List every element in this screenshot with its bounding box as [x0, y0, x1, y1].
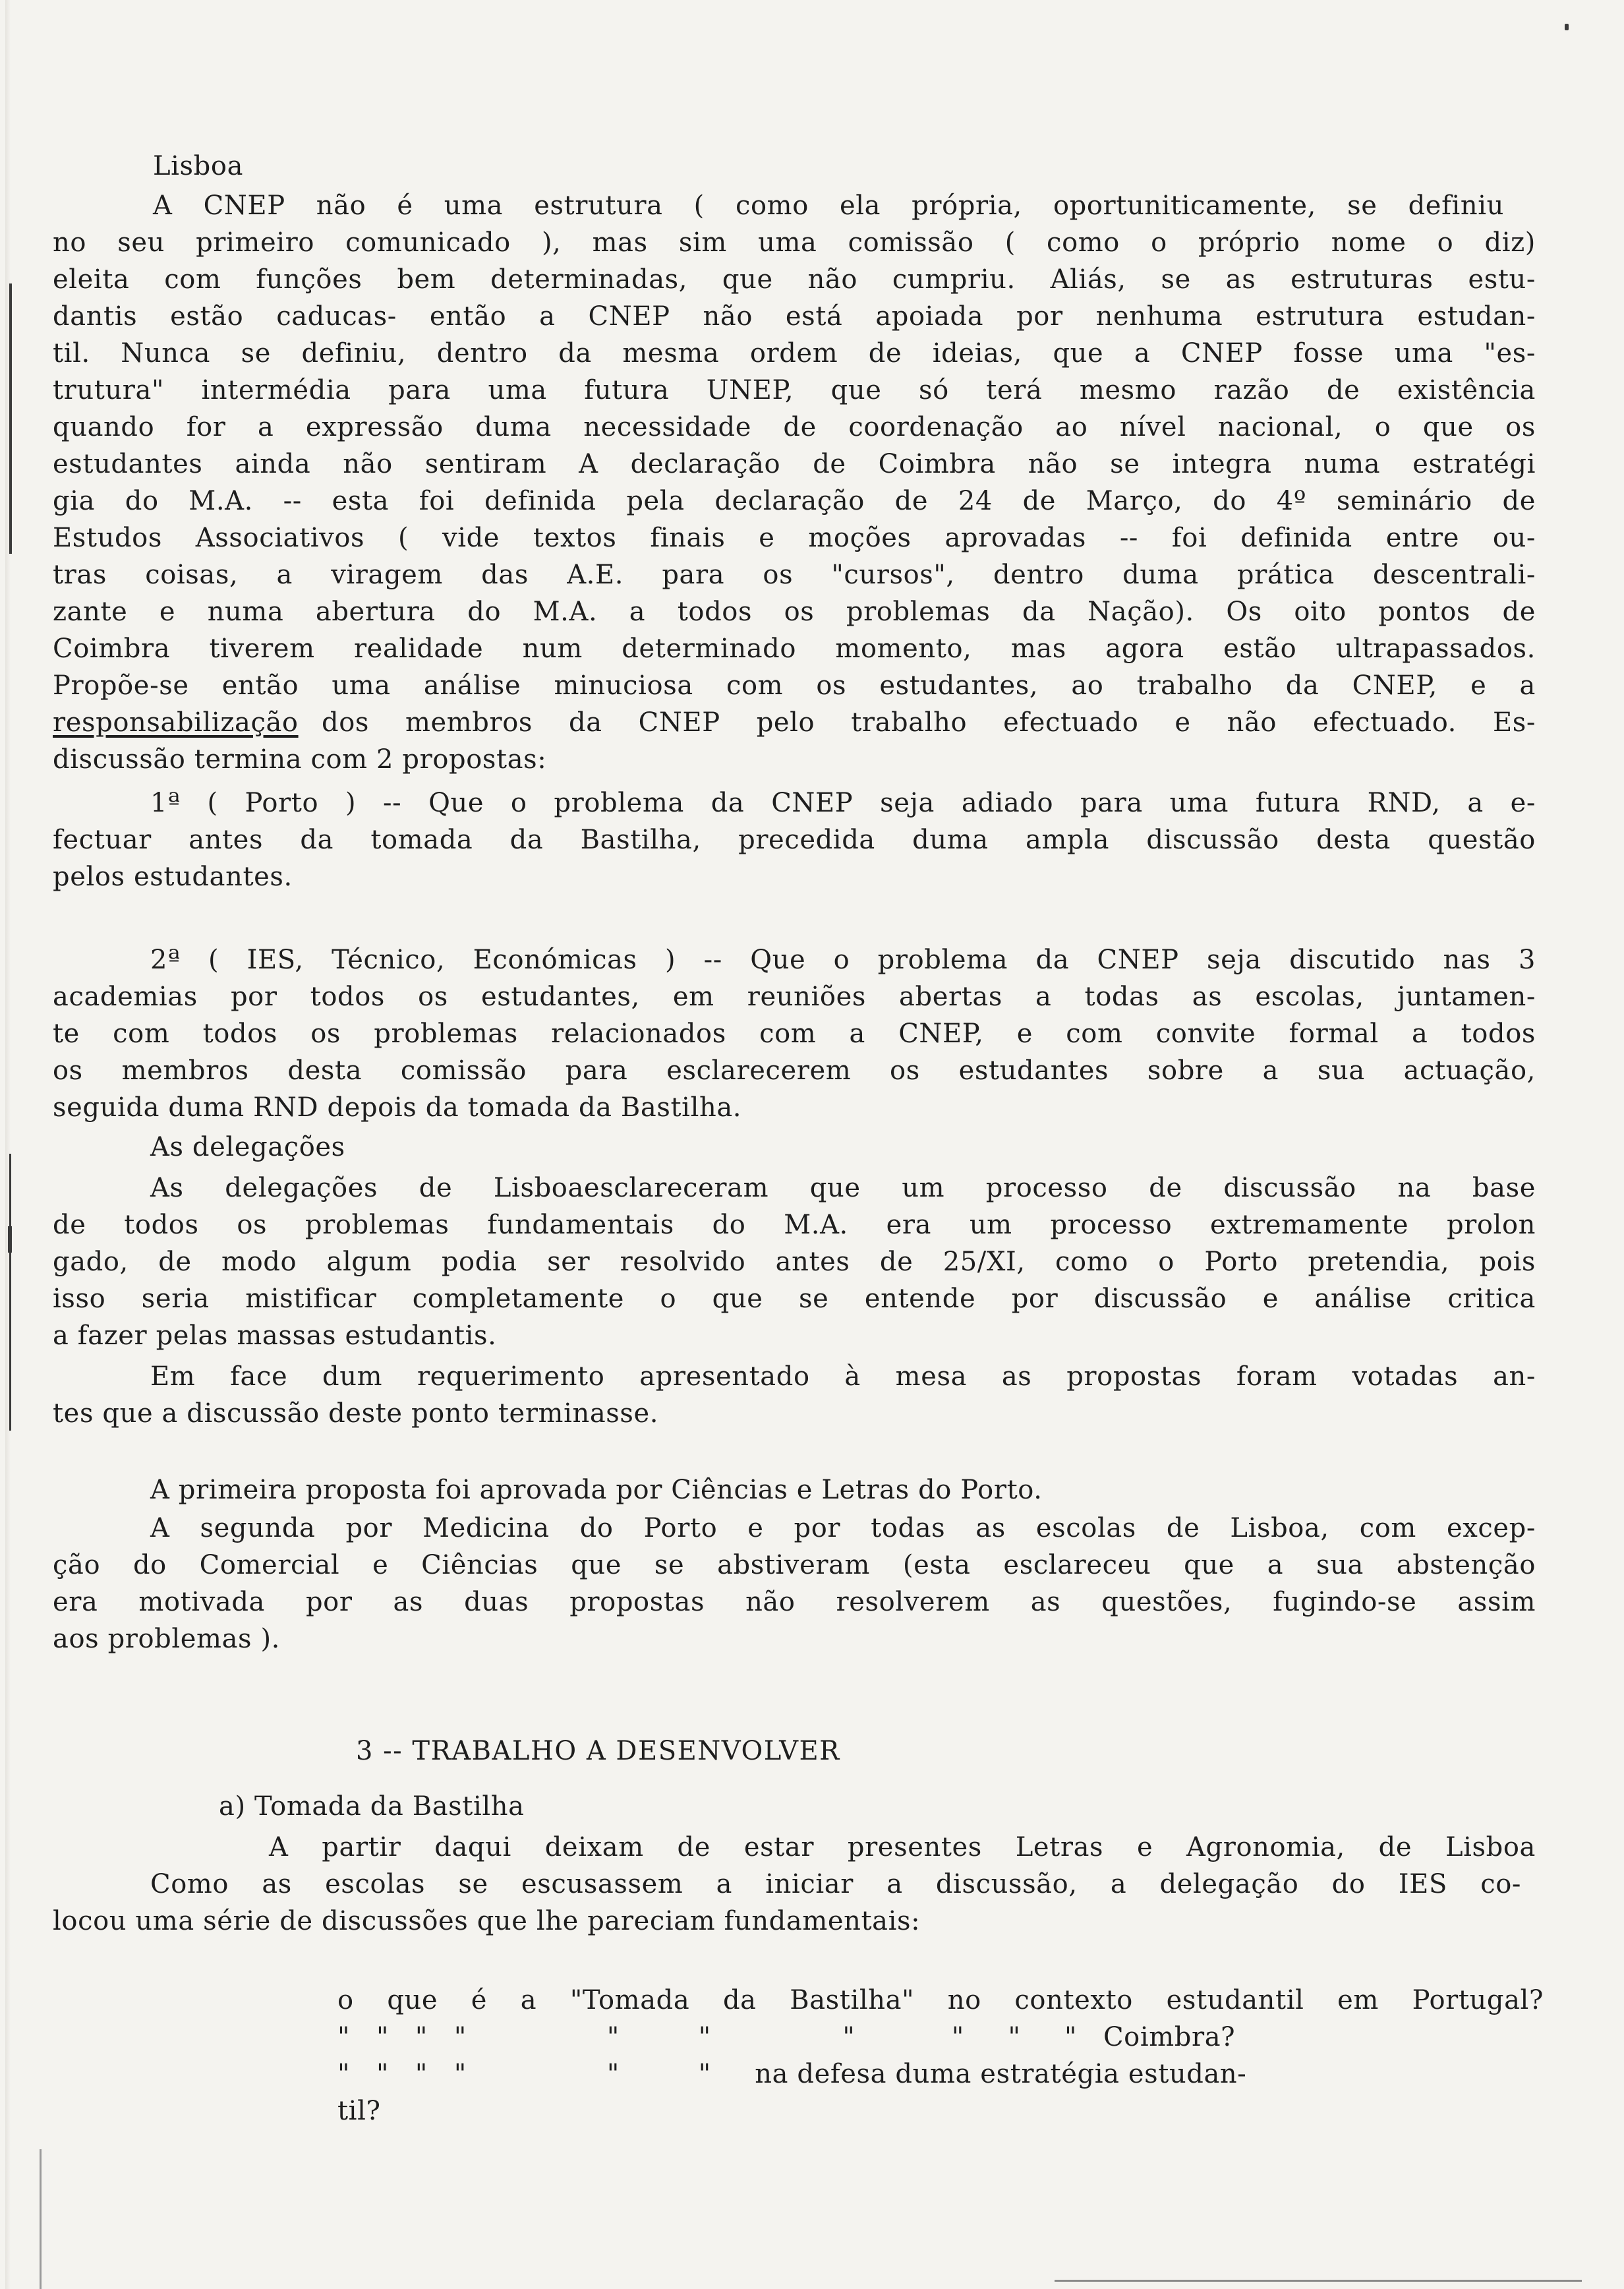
section-title: 3 -- TRABALHO A DESENVOLVER — [356, 1736, 840, 1766]
vote-line: aos problemas ). — [53, 1624, 280, 1654]
margin-mark — [9, 283, 12, 554]
question-line: o que é a "Tomada da Bastilha" no contexto estudantil em Portugal? — [337, 1985, 1544, 2015]
paragraph-line: estudantes ainda não sentiram A declaração de Coimbra não se integra numa estratégi — [53, 449, 1536, 479]
scan-line — [40, 2149, 42, 2289]
question-line: " " " " " " " " " " Coimbra? — [337, 2022, 1236, 2052]
paragraph-line: Coimbra tiverem realidade num determinado momento, mas agora estão ultrapassados. — [53, 634, 1536, 664]
paragraph-line: discussão termina com 2 propostas: — [53, 744, 547, 775]
question-line: til? — [337, 2096, 381, 2126]
subsection-line: Como as escolas se escusassem a iniciar a discussão, a delegação do IES co- — [150, 1869, 1521, 1899]
header-city: Lisboa — [153, 151, 244, 181]
deleg-line: isso seria mistificar completamente o que se entende por discussão e análise critica — [53, 1284, 1536, 1314]
paragraph-line: no seu primeiro comunicado ), mas sim uma comissão ( como o próprio nome o diz) — [53, 227, 1536, 258]
paragraph-line: eleita com funções bem determinadas, que não cumpriu. Aliás, se as estruturas estu- — [53, 264, 1536, 295]
deleg-line: gado, de modo algum podia ser resolvido antes de 25/XI, como o Porto pretendia, pois — [53, 1247, 1536, 1277]
paragraph-line: A CNEP não é uma estrutura ( como ela própria, oportuniticamente, se definiu — [153, 191, 1504, 221]
paragraph-line: tras coisas, a viragem das A.E. para os "cursos", dentro duma prática descentrali- — [53, 560, 1536, 590]
vote-line: ção do Comercial e Ciências que se abstiveram (esta esclareceu que a sua abstenção — [53, 1550, 1536, 1580]
subsection-line: A partir daqui deixam de estar presentes Letras e Agronomia, de Lisboa — [269, 1832, 1536, 1862]
paragraph-line: trutura" intermédia para uma futura UNEP, que só terá mesmo razão de existência — [53, 375, 1536, 405]
vote-line: A primeira proposta foi aprovada por Ciências e Letras do Porto. — [150, 1475, 1043, 1505]
deleg-line: a fazer pelas massas estudantis. — [53, 1321, 497, 1351]
margin-mark — [9, 1154, 11, 1431]
vote-line: A segunda por Medicina do Porto e por todas as escolas de Lisboa, com excep- — [150, 1513, 1536, 1543]
underlined-term — [53, 704, 299, 741]
paragraph-line: dos membros da CNEP pelo trabalho efectuado e não efectuado. Es- — [322, 707, 1536, 738]
proposal-line: os membros desta comissão para esclarecerem os estudantes sobre a sua actuação, — [53, 1055, 1536, 1086]
question-line: " " " " " " na defesa duma estratégia estudan- — [337, 2059, 1247, 2089]
deleg-heading: As delegações — [150, 1132, 345, 1162]
margin-mark — [8, 1226, 12, 1253]
paragraph-line: quando for a expressão duma necessidade de coordenação ao nível nacional, o que os — [53, 412, 1536, 442]
proposal-line: te com todos os problemas relacionados com a CNEP, e com convite formal a todos — [53, 1019, 1536, 1049]
subsection-title: a) Tomada da Bastilha — [219, 1791, 525, 1822]
proposal-line: 1ª ( Porto ) -- Que o problema da CNEP seja adiado para uma futura RND, a e- — [150, 788, 1536, 818]
proposal-line: fectuar antes da tomada da Bastilha, precedida duma ampla discussão desta questão — [53, 825, 1536, 855]
paragraph-line: Estudos Associativos ( vide textos finais e moções aprovadas -- foi definida entre ou- — [53, 523, 1536, 553]
underlined-term-text: responsabilização — [53, 707, 299, 738]
req-line: tes que a discussão deste ponto terminasse. — [53, 1398, 659, 1429]
proposal-line: seguida duma RND depois da tomada da Bastilha. — [53, 1092, 742, 1123]
paragraph-line: Propõe-se então uma análise minuciosa com os estudantes, ao trabalho da CNEP, e a — [53, 670, 1536, 701]
proposal-line: academias por todos os estudantes, em reuniões abertas a todas as escolas, juntamen- — [53, 982, 1536, 1012]
proposal-line: pelos estudantes. — [53, 862, 293, 892]
deleg-line: As delegações de Lisboaesclareceram que um processo de discussão na base — [150, 1173, 1536, 1203]
paragraph-line: dantis estão caducas- então a CNEP não está apoiada por nenhuma estrutura estudan- — [53, 301, 1536, 332]
deleg-line: de todos os problemas fundamentais do M.A. era um processo extremamente prolon — [53, 1210, 1536, 1240]
scan-dot — [1565, 24, 1569, 30]
paragraph-line: til. Nunca se definiu, dentro da mesma ordem de ideias, que a CNEP fosse uma "es- — [53, 338, 1536, 369]
proposal-line: 2ª ( IES, Técnico, Económicas ) -- Que o problema da CNEP seja discutido nas 3 — [150, 945, 1536, 975]
req-line: Em face dum requerimento apresentado à mesa as propostas foram votadas an- — [150, 1361, 1536, 1392]
paragraph-line: zante e numa abertura do M.A. a todos os problemas da Nação). Os oito pontos de — [53, 597, 1536, 627]
scan-line — [1055, 2280, 1582, 2282]
subsection-line: locou uma série de discussões que lhe pareciam fundamentais: — [53, 1906, 921, 1936]
vote-line: era motivada por as duas propostas não resolverem as questões, fugindo-se assim — [53, 1587, 1536, 1617]
paragraph-line: gia do M.A. -- esta foi definida pela declaração de 24 de Março, do 4º seminário de — [53, 486, 1536, 516]
